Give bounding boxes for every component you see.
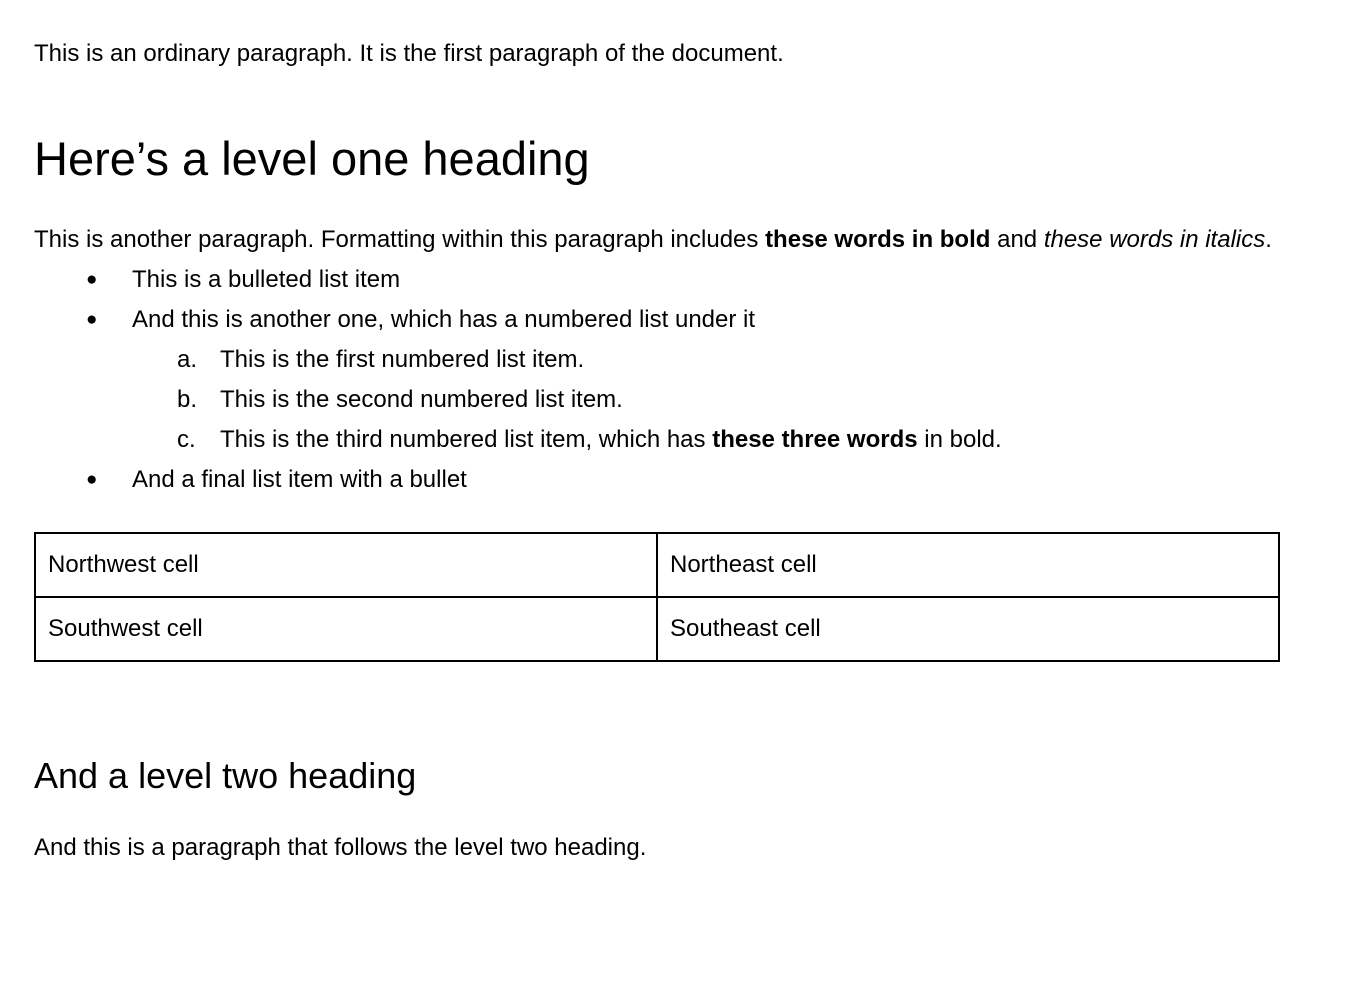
list-marker-a: a. [177,346,198,373]
closing-paragraph: And this is a paragraph that follows the level two heading. [34,834,647,861]
bullet-item-text: This is a bulleted list item [132,266,401,293]
numbered-list-item-a [132,340,1326,380]
two-by-two-table [34,532,1280,662]
formatted-paragraph-text: This is another paragraph. Formatting within this paragraph includes [34,226,766,253]
numbered-list [132,340,1326,460]
formatted-paragraph [34,220,1326,260]
bold-phrase: these three words [712,426,918,453]
numbered-list-item-c [132,420,1326,460]
intro-paragraph: This is an ordinary paragraph. It is the first paragraph of the document. [34,40,784,67]
bullet-icon: ● [86,469,98,490]
heading-level-one: Here’s a level one heading [34,132,590,185]
numbered-item-text: This is the first numbered list item. [220,346,585,373]
bullet-item-text: And this is another one, which has a numbered list under it [132,306,756,333]
formatted-paragraph-conjunction: and [990,226,1044,253]
list-marker-c: c. [177,426,196,453]
table-cell-northwest: Northwest cell [35,533,657,597]
italic-phrase: these words in italics [1043,226,1266,253]
list-marker-b: b. [177,386,198,413]
bullet-list-item-second [34,300,1326,460]
table-cell-northeast: Northeast cell [657,533,1279,597]
numbered-list-item-b [132,380,1326,420]
bold-phrase: these words in bold [765,226,991,253]
numbered-item-text: This is the third numbered list item, which has [220,426,713,453]
bullet-icon: ● [86,269,98,290]
numbered-item-text-after: in bold. [917,426,1002,453]
table-cell-southwest: Southwest cell [35,597,657,661]
numbered-item-text: This is the second numbered list item. [220,386,623,413]
table-row [35,597,1279,661]
bullet-item-text: And a final list item with a bullet [132,466,467,493]
bullet-list-item-last [34,460,1326,500]
bullet-icon: ● [86,309,98,330]
table-cell-southeast: Southeast cell [657,597,1279,661]
formatted-paragraph-period: . [1265,226,1272,253]
table-row [35,533,1279,597]
heading-level-two: And a level two heading [34,755,417,796]
bullet-list-item-first [34,260,1326,300]
bullet-list [34,260,1326,500]
